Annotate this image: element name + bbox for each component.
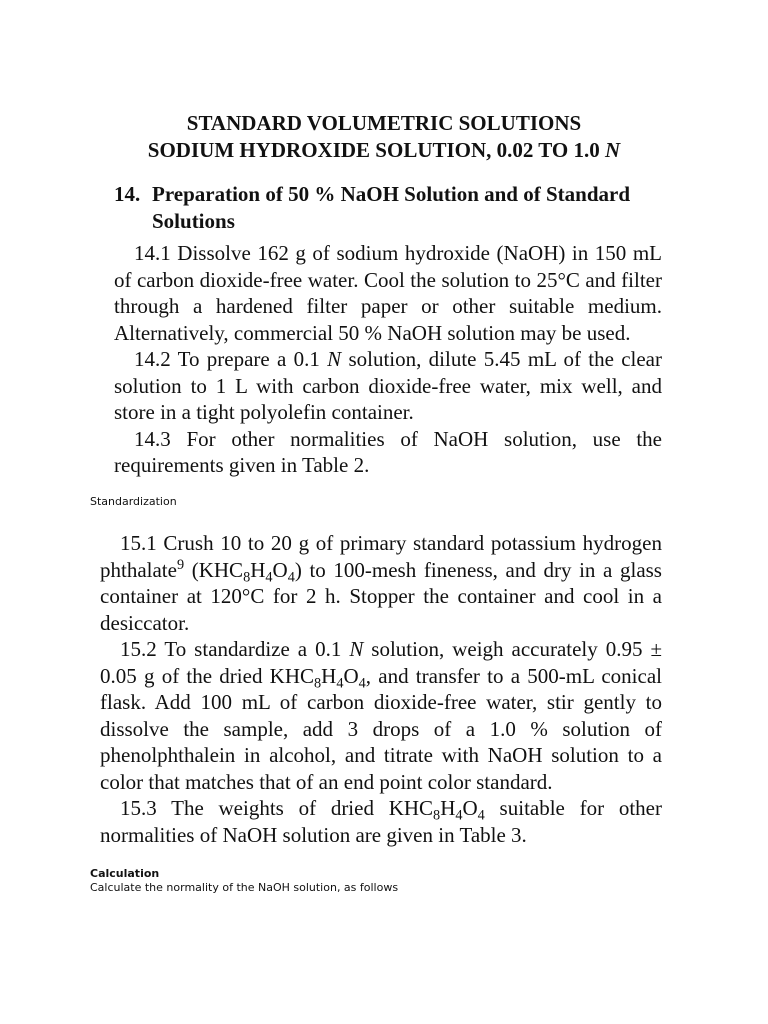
- calculation-text: Calculate the normality of the NaOH solution, as follows: [90, 881, 399, 894]
- paragraph-14-2-text-b: solution, dilute 5.45 mL of the clear solution to 1 L with carbon dioxide-free water, mix well, and store in a tight polyolefin container.: [114, 347, 662, 424]
- section-15-body: [100, 530, 662, 848]
- paragraph-15-2-text-d: O: [343, 663, 359, 688]
- paragraph-15-1: [100, 530, 662, 636]
- paragraph-15-2-text-e: , and transfer to a 500-mL conical flask. Add 100 mL of carbon dioxide-free water, stir gently to dissolve the sample, add 3 drops of a 1.0 % solution of phenolphthalein in alcohol, and titrate with NaOH solution to a color that matches that of an end point color standard.: [100, 663, 662, 794]
- subscript-4: 4: [336, 674, 344, 691]
- paragraph-14-2: [114, 346, 662, 426]
- paragraph-15-3-text-c: H: [440, 796, 456, 820]
- section-14-heading: [114, 181, 674, 235]
- paragraph-15-1-text-e: ) to 100-mesh fineness, and dry in a glass container at 120°C for 2 h. Stopper the container and cool in a desiccator.: [100, 557, 662, 635]
- paragraph-14-1: 14.1 Dissolve 162 g of sodium hydroxide (NaOH) in 150 mL of carbon dioxide-free water. Cool the solution to 25°C and filter through a hardened filter paper or other suitable medium. Alternatively, commercial 50 % NaOH solution may be used.: [114, 241, 662, 345]
- paragraph-15-3-text-a: 15.3 The weights of dried KHC: [120, 796, 434, 820]
- title-line-1: STANDARD VOLUMETRIC SOLUTIONS: [186, 111, 582, 135]
- subscript-4: 4: [477, 807, 485, 824]
- calculation-section: [90, 867, 398, 895]
- paragraph-15-2-italic: N: [349, 637, 364, 661]
- subscript-8: 8: [314, 674, 322, 691]
- title-line-2: [0, 137, 768, 164]
- calculation-label: Calculation: [90, 867, 160, 880]
- paragraph-15-1-text-c: H: [250, 557, 266, 582]
- subscript-8: 8: [433, 807, 441, 824]
- title-line-2-italic: N: [605, 138, 621, 162]
- paragraph-15-1-text-b: (KHC: [184, 557, 244, 582]
- paragraph-14-3: 14.3 For other normalities of NaOH solution, use the requirements given in Table 2.: [114, 426, 662, 477]
- subscript-8: 8: [243, 568, 251, 585]
- subscript-4: 4: [265, 568, 273, 585]
- paragraph-15-2-text-c: H: [321, 663, 337, 688]
- subscript-4: 4: [358, 674, 366, 691]
- document-title: [0, 110, 768, 164]
- paragraph-15-2: [100, 636, 662, 795]
- paragraph-15-3: [100, 795, 662, 848]
- paragraph-15-2-text-a: 15.2 To standardize a 0.1: [120, 637, 350, 661]
- section-14-number: 14.: [114, 182, 141, 206]
- section-14-heading-text: Preparation of 50 % NaOH Solution and of Standard Solutions: [152, 182, 631, 233]
- subscript-4: 4: [455, 807, 463, 824]
- paragraph-15-3-text-d: O: [462, 796, 478, 820]
- footnote-marker-9: 9: [176, 556, 185, 573]
- paragraph-15-3-text-e: suitable for other normalities of NaOH solution are given in Table 3.: [100, 796, 662, 847]
- paragraph-15-1-text-d: O: [272, 557, 288, 582]
- standardization-label: Standardization: [90, 495, 177, 508]
- paragraph-14-2-italic: N: [327, 347, 342, 371]
- section-14-body: [114, 240, 662, 479]
- paragraph-15-2-text-b: solution, weigh accurately 0.95 ± 0.05 g of the dried KHC: [100, 637, 662, 688]
- title-line-2-text: SODIUM HYDROXIDE SOLUTION, 0.02 TO 1.0: [147, 138, 606, 162]
- subscript-4: 4: [287, 568, 295, 585]
- paragraph-15-1-text-a: 15.1 Crush 10 to 20 g of primary standard potassium hydrogen phthalate: [100, 531, 662, 582]
- paragraph-14-2-text-a: 14.2 To prepare a 0.1: [134, 347, 328, 371]
